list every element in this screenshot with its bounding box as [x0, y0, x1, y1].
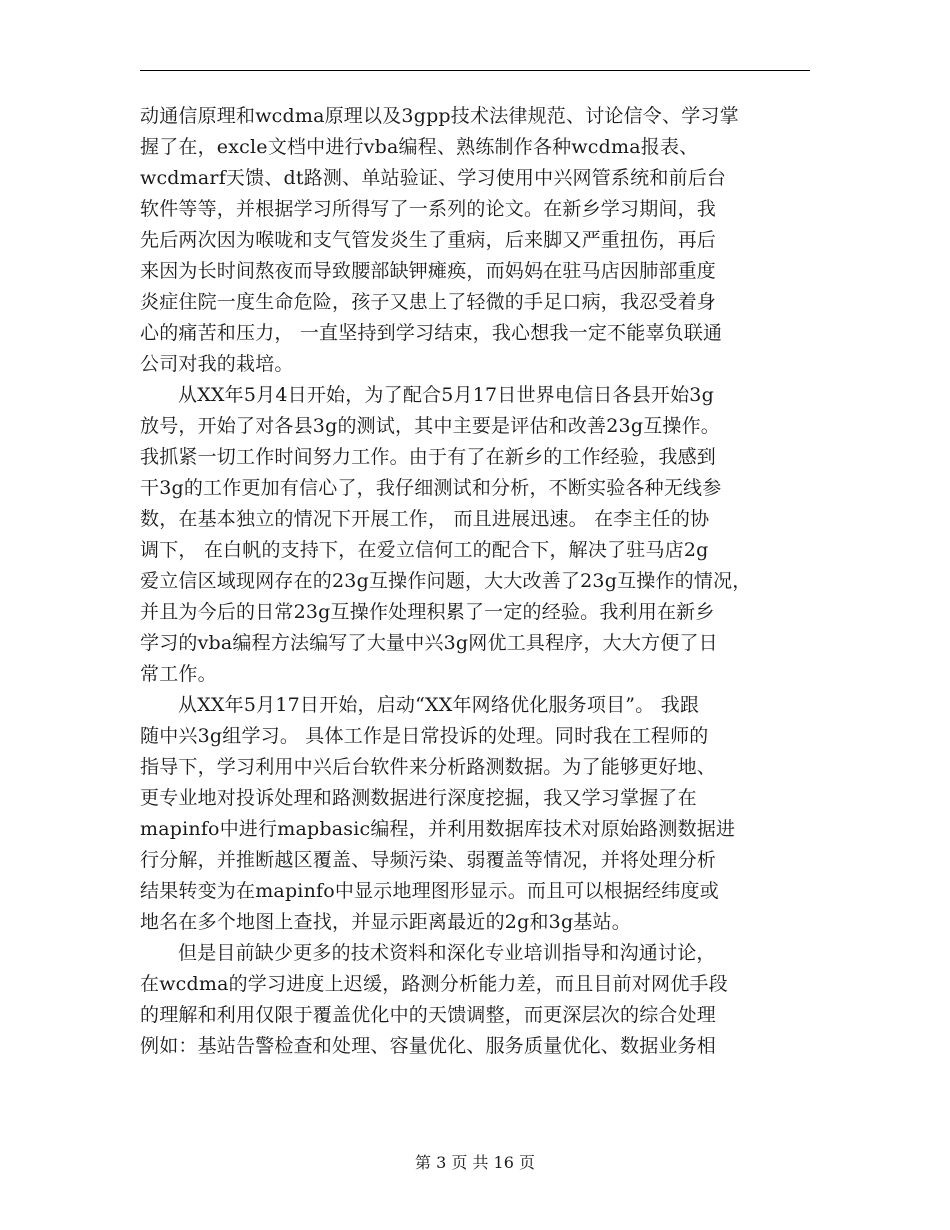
text-line: 软件等等，并根据学习所得写了一系列的论文。在新乡学习期间，我	[140, 198, 717, 220]
text-line: 公司对我的栽培。	[140, 353, 294, 375]
text-line: 学习的vba编程方法编写了大量中兴3g网优工具程序，大大方便了日	[140, 632, 718, 654]
page-number-footer: 第 3 页 共 16 页	[415, 1153, 535, 1172]
text-line: 更专业地对投诉处理和路测数据进行深度挖掘，我又学习掌握了在	[140, 787, 697, 809]
text-line: 先后两次因为喉咙和支气管发炎生了重病，后来脚又严重扭伤，再后	[140, 229, 717, 251]
text-line: 干3g的工作更加有信心了，我仔细测试和分析，不断实验各种无线参	[140, 477, 722, 499]
text-line: 调下， 在白帆的支持下，在爱立信何工的配合下，解决了驻马店2g	[140, 539, 709, 561]
text-line: 炎症住院一度生命危险，孩子又患上了轻微的手足口病，我忍受着身	[140, 291, 717, 313]
text-line: 随中兴3g组学习。 具体工作是日常投诉的处理。同时我在工程师的	[140, 725, 709, 747]
text-line: 结果转变为在mapinfo中显示地理图形显示。而且可以根据经纬度或	[140, 880, 719, 902]
document-body	[140, 101, 810, 1062]
text-line: 地名在多个地图上查找，并显示距离最近的2g和3g基站。	[140, 911, 631, 933]
text-line: 动通信原理和wcdma原理以及3gpp技术法律规范、讨论信令、学习掌	[140, 105, 739, 127]
text-line: 并且为今后的日常23g互操作处理积累了一定的经验。我利用在新乡	[140, 601, 715, 623]
paragraph-start-line: 从XX年5月4日开始，为了配合5月17日世界电信日各县开始3g	[178, 384, 714, 406]
text-line: 常工作。	[140, 663, 217, 685]
paragraph-start-line: 但是目前缺少更多的技术资料和深化专业培训指导和沟通讨论，	[178, 942, 716, 964]
text-line: 例如：基站告警检查和处理、容量优化、服务质量优化、数据业务相	[140, 1035, 717, 1057]
text-line: mapinfo中进行mapbasic编程，并利用数据库技术对原始路测数据进	[140, 818, 736, 840]
text-line: 我抓紧一切工作时间努力工作。由于有了在新乡的工作经验，我感到	[140, 446, 717, 468]
text-line: 放号，开始了对各县3g的测试，其中主要是评估和改善23g互操作。	[140, 415, 720, 437]
header-rule	[140, 70, 810, 71]
text-line: 爱立信区域现网存在的23g互操作问题，大大改善了23g互操作的情况，	[140, 570, 752, 592]
text-line: 数，在基本独立的情况下开展工作， 而且进展迅速。 在李主任的协	[140, 508, 710, 530]
text-line: 在wcdma的学习进度上迟缓，路测分析能力差，而且目前对网优手段	[140, 973, 728, 995]
text-line: wcdmarf天馈、dt路测、单站验证、学习使用中兴网管系统和前后台	[140, 167, 727, 189]
text-line: 指导下，学习利用中兴后台软件来分析路测数据。为了能够更好地、	[140, 756, 717, 778]
text-line: 行分解，并推断越区覆盖、导频污染、弱覆盖等情况，并将处理分析	[140, 849, 717, 871]
text-line: 心的痛苦和压力， 一直坚持到学习结束，我心想我一定不能辜负联通	[140, 322, 723, 344]
text-line: 握了在，excle文档中进行vba编程、熟练制作各种wcdma报表、	[140, 136, 699, 158]
text-line: 的理解和利用仅限于覆盖优化中的天馈调整，而更深层次的综合处理	[140, 1004, 717, 1026]
paragraph-start-line: 从XX年5月17日开始，启动“XX年网络优化服务项目”。 我跟	[178, 694, 700, 716]
text-line: 来因为长时间熬夜而导致腰部缺钾瘫痪，而妈妈在驻马店因肺部重度	[140, 260, 717, 282]
